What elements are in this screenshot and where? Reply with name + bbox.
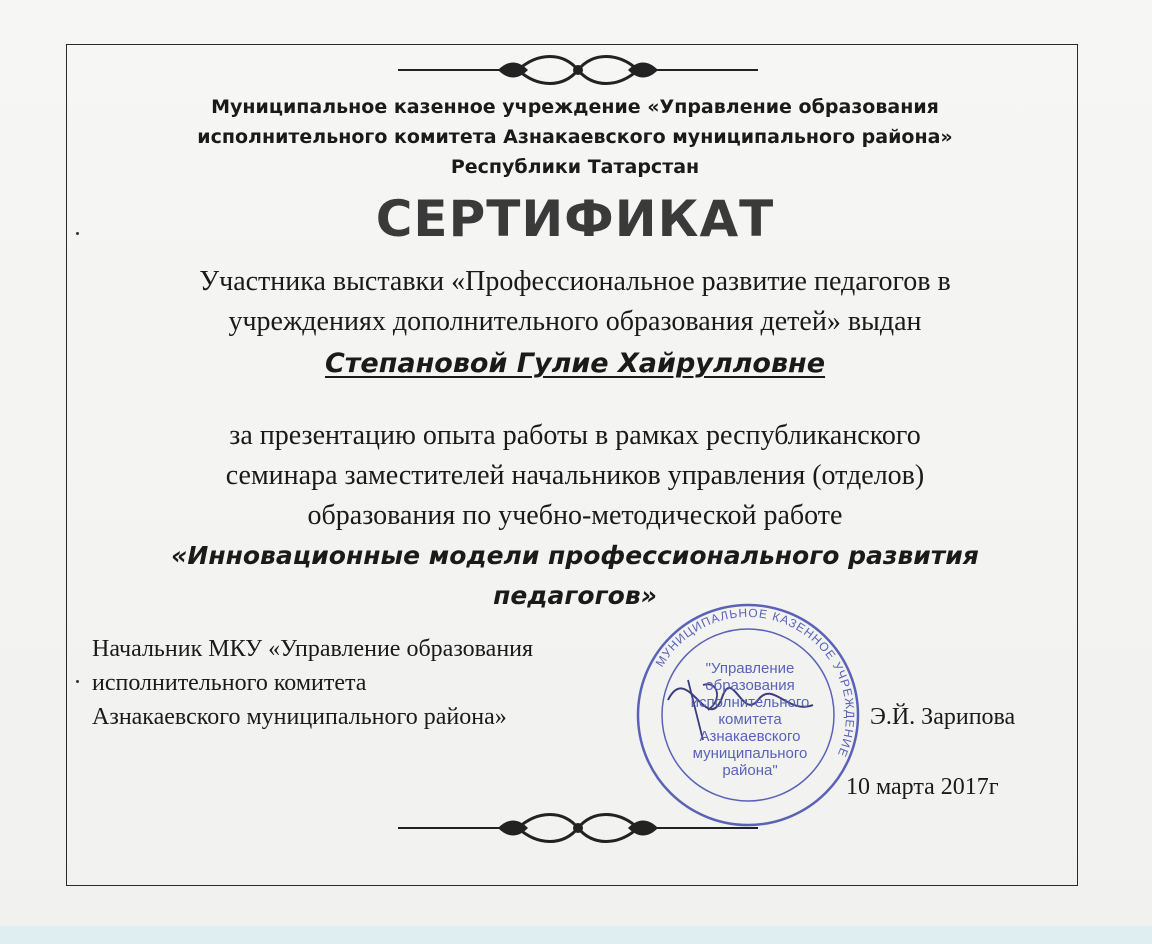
participant-line-1: Участника выставки «Профессиональное развитие педагогов в	[199, 266, 951, 297]
issue-date: 10 марта 2017г	[846, 774, 999, 800]
recipient-name	[100, 344, 1050, 384]
reason-text	[100, 416, 1050, 536]
scan-speck	[76, 680, 79, 683]
reason-line-1: за презентацию опыта работы в рамках республиканского	[229, 420, 921, 451]
signer-position-line-2: исполнительного комитета	[92, 670, 367, 696]
recipient-name-text: Степановой Гулие Хайрулловне	[324, 348, 826, 379]
stamp-line-5: Азнакаевского	[699, 728, 801, 745]
organization-header	[120, 92, 1030, 182]
signer-position	[92, 632, 652, 734]
certificate-title: СЕРТИФИКАТ	[375, 190, 775, 248]
organization-line-2: исполнительного комитета Азнакаевского муниципального района»	[197, 126, 953, 148]
scan-speck	[76, 232, 79, 235]
stamp-ring-text: МУНИЦИПАЛЬНОЕ КАЗЕННОЕ УЧРЕЖДЕНИЕ	[652, 605, 858, 760]
topic-line-1: «Инновационные модели профессионального развития	[171, 541, 979, 570]
topic-title	[100, 536, 1050, 616]
signer-position-line-1: Начальник МКУ «Управление образования	[92, 636, 534, 662]
participant-text	[100, 262, 1050, 342]
ornament-top-icon	[388, 50, 768, 90]
organization-line-1: Муниципальное казенное учреждение «Управление образования	[211, 96, 939, 118]
organization-line-3: Республики Татарстан	[450, 156, 700, 178]
stamp-line-2: образования	[705, 677, 795, 694]
signer-position-line-3: Азнакаевского муниципального района»	[92, 704, 507, 730]
stamp-line-6: муниципального	[692, 745, 808, 762]
reason-line-3: образования по учебно-методической работе	[307, 500, 843, 531]
signer-name: Э.Й. Зарипова	[870, 704, 1016, 730]
stamp-line-7: района"	[722, 762, 778, 779]
ornament-bottom-icon	[388, 808, 768, 848]
stamp-text	[660, 660, 840, 779]
topic-line-2: педагогов»	[493, 581, 657, 610]
scan-bottom-edge	[0, 926, 1152, 944]
stamp-line-1: "Управление	[705, 660, 795, 677]
stamp-line-3: исполнительного	[690, 694, 810, 711]
stamp-line-4: комитета	[718, 711, 782, 728]
participant-line-2: учреждениях дополнительного образования детей» выдан	[228, 306, 922, 337]
reason-line-2: семинара заместителей начальников управления (отделов)	[225, 460, 925, 491]
